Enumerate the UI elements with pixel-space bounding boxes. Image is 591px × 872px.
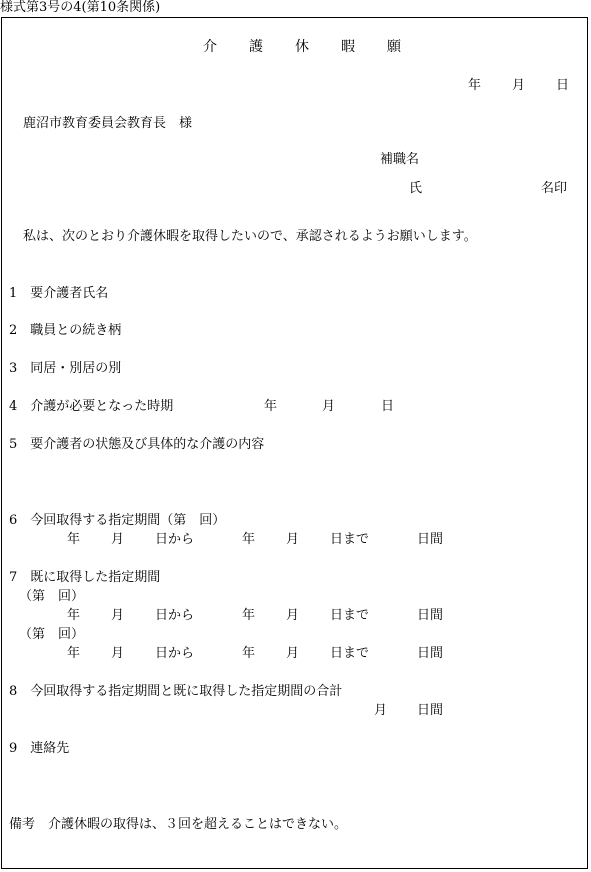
item-8-month: 月 [374, 703, 388, 718]
item-8-days: 日間 [417, 703, 444, 718]
item-4-month: 月 [322, 399, 336, 414]
addressee: 鹿沼市教育委員会教育長 様 [23, 116, 193, 131]
item-4: 4 介護が必要となった時期 [9, 399, 174, 414]
period-year: 年 [242, 646, 256, 661]
name-label: 氏 [409, 181, 423, 196]
title-char: 願 [387, 39, 401, 55]
period-from-day: 日から [155, 532, 195, 547]
item-8: 8 今回取得する指定期間と既に取得した指定期間の合計 [9, 684, 343, 699]
period-from-day: 日から [155, 608, 195, 623]
position-label: 補職名 [380, 152, 420, 167]
period-days: 日間 [417, 532, 444, 547]
period-month: 月 [111, 646, 125, 661]
item-6: 6 今回取得する指定期間（第 回） [9, 513, 226, 528]
period-month: 月 [286, 646, 300, 661]
period-month: 月 [286, 608, 300, 623]
item-7: 7 既に取得した指定期間 [9, 570, 161, 585]
period-year: 年 [242, 532, 256, 547]
period-year: 年 [67, 608, 81, 623]
item-3: 3 同居・別居の別 [9, 361, 122, 376]
period-from-day: 日から [155, 646, 195, 661]
period-month: 月 [111, 532, 125, 547]
title-char: 護 [249, 39, 263, 55]
intro-text: 私は、次のとおり介護休暇を取得したいので、承認されるようお願いします。 [23, 229, 477, 244]
period-until-day: 日まで [330, 532, 370, 547]
title-char: 休 [295, 39, 309, 55]
seal-label: 名印 [541, 181, 568, 196]
title-char: 暇 [341, 39, 355, 55]
period-until-day: 日まで [330, 646, 370, 661]
item-4-day: 日 [381, 399, 395, 414]
note: 備考 介護休暇の取得は、３回を超えることはできない。 [9, 817, 348, 832]
title-char: 介 [203, 39, 217, 55]
period-month: 月 [286, 532, 300, 547]
item-1: 1 要介護者氏名 [9, 286, 109, 301]
item-7-kai-2: （第 回） [19, 627, 85, 642]
item-2: 2 職員との続き柄 [9, 323, 122, 338]
date-day: 日 [556, 78, 570, 93]
period-year: 年 [67, 532, 81, 547]
form-title [203, 40, 401, 54]
date-month: 月 [512, 78, 526, 93]
item-7-kai-1: （第 回） [19, 589, 85, 604]
item-9: 9 連絡先 [9, 741, 70, 756]
item-5: 5 要介護者の状態及び具体的な介護の内容 [9, 437, 265, 452]
period-days: 日間 [417, 608, 444, 623]
date-year: 年 [468, 78, 482, 93]
period-year: 年 [242, 608, 256, 623]
period-year: 年 [67, 646, 81, 661]
period-days: 日間 [417, 646, 444, 661]
period-month: 月 [111, 608, 125, 623]
item-4-year: 年 [264, 399, 278, 414]
period-until-day: 日まで [330, 608, 370, 623]
form-reference: 様式第3号の4(第10条関係) [0, 0, 161, 15]
